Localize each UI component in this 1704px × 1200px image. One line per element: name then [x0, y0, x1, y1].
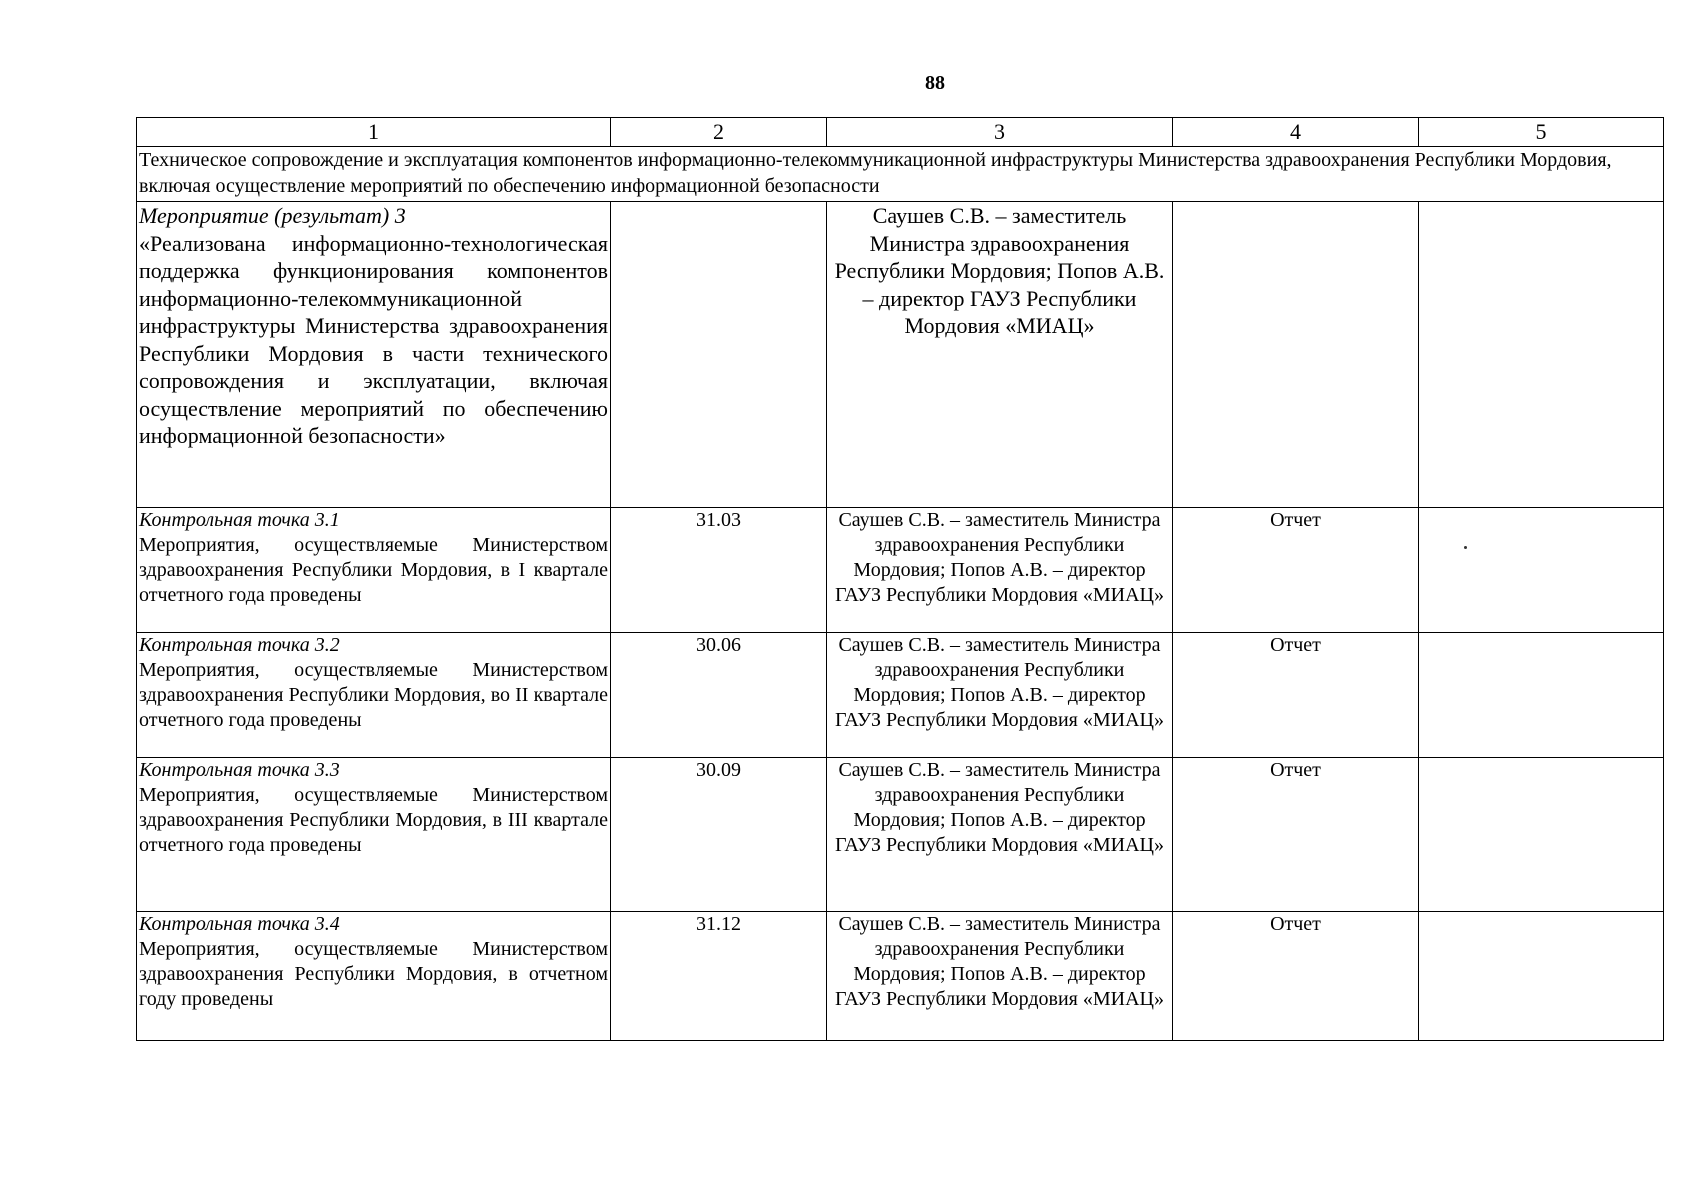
column-number: 3 — [827, 118, 1173, 147]
responsible-cell: Саушев С.В. – заместитель Министра здравоохранения Республики Мордовия; Попов А.В. – директор ГАУЗ Республики Мордовия «МИАЦ» — [827, 202, 1173, 508]
row-title: Мероприятие (результат) 3 — [139, 203, 406, 228]
empty-cell — [1419, 912, 1664, 1041]
document-cell: Отчет — [1173, 508, 1419, 633]
date-cell: 31.03 — [611, 508, 827, 633]
responsible-cell: Саушев С.В. – заместитель Министра здравоохранения Республики Мордовия; Попов А.В. – директор ГАУЗ Республики Мордовия «МИАЦ» — [827, 508, 1173, 633]
column-number: 2 — [611, 118, 827, 147]
row-title: Контрольная точка 3.4 — [139, 913, 340, 935]
date-cell: 30.09 — [611, 758, 827, 912]
column-number-row — [137, 118, 1664, 147]
row-description: Мероприятия, осуществляемые Министерством здравоохранения Республики Мордовия, в отчетном году проведены — [139, 938, 608, 1010]
table-row — [137, 633, 1664, 758]
responsible-cell: Саушев С.В. – заместитель Министра здравоохранения Республики Мордовия; Попов А.В. – директор ГАУЗ Республики Мордовия «МИАЦ» — [827, 758, 1173, 912]
date-cell: 30.06 — [611, 633, 827, 758]
row-description: Мероприятия, осуществляемые Министерством здравоохранения Республики Мордовия, в I квартале отчетного года проведены — [139, 534, 608, 606]
column-number: 5 — [1419, 118, 1664, 147]
responsible-cell: Саушев С.В. – заместитель Министра здравоохранения Республики Мордовия; Попов А.В. – директор ГАУЗ Республики Мордовия «МИАЦ» — [827, 912, 1173, 1041]
table-row — [137, 912, 1664, 1041]
row-title: Контрольная точка 3.2 — [139, 634, 340, 656]
page-number: 88 — [925, 72, 945, 94]
task-cell — [137, 912, 611, 1041]
document-cell: Отчет — [1173, 758, 1419, 912]
column-number: 4 — [1173, 118, 1419, 147]
section-title: Техническое сопровождение и эксплуатация компонентов информационно-телекоммуникационной инфраструктуры Министерства здравоохранения Республики Мордовия, включая осуществление мероприятий по обеспечению информационной безопасности — [137, 147, 1664, 202]
document-cell: Отчет — [1173, 633, 1419, 758]
row-title: Контрольная точка 3.1 — [139, 509, 340, 531]
section-title-row — [137, 147, 1664, 202]
row-description: Мероприятия, осуществляемые Министерством здравоохранения Республики Мордовия, в III квартале отчетного года проведены — [139, 784, 608, 856]
table-row — [137, 202, 1664, 508]
empty-cell — [1419, 633, 1664, 758]
row-title: Контрольная точка 3.3 — [139, 759, 340, 781]
date-cell — [611, 202, 827, 508]
scan-speck — [1464, 546, 1467, 549]
responsible-cell: Саушев С.В. – заместитель Министра здравоохранения Республики Мордовия; Попов А.В. – директор ГАУЗ Республики Мордовия «МИАЦ» — [827, 633, 1173, 758]
task-cell — [137, 758, 611, 912]
row-description: «Реализована информационно-технологическая поддержка функционирования компонентов информационно-телекоммуникационной инфраструктуры Министерства здравоохранения Республики Мордовия в части технического сопровождения и эксплуатации, включая осуществление мероприятий по обеспечению информационной безопасности» — [139, 230, 608, 448]
empty-cell — [1419, 202, 1664, 508]
task-cell — [137, 633, 611, 758]
task-cell — [137, 508, 611, 633]
table-row — [137, 758, 1664, 912]
empty-cell — [1419, 758, 1664, 912]
column-number: 1 — [137, 118, 611, 147]
row-description: Мероприятия, осуществляемые Министерством здравоохранения Республики Мордовия, во II квартале отчетного года проведены — [139, 659, 608, 731]
table-row — [137, 508, 1664, 633]
document-cell — [1173, 202, 1419, 508]
plan-table — [136, 117, 1664, 1041]
document-cell: Отчет — [1173, 912, 1419, 1041]
empty-cell — [1419, 508, 1664, 633]
date-cell: 31.12 — [611, 912, 827, 1041]
task-cell — [137, 202, 611, 508]
